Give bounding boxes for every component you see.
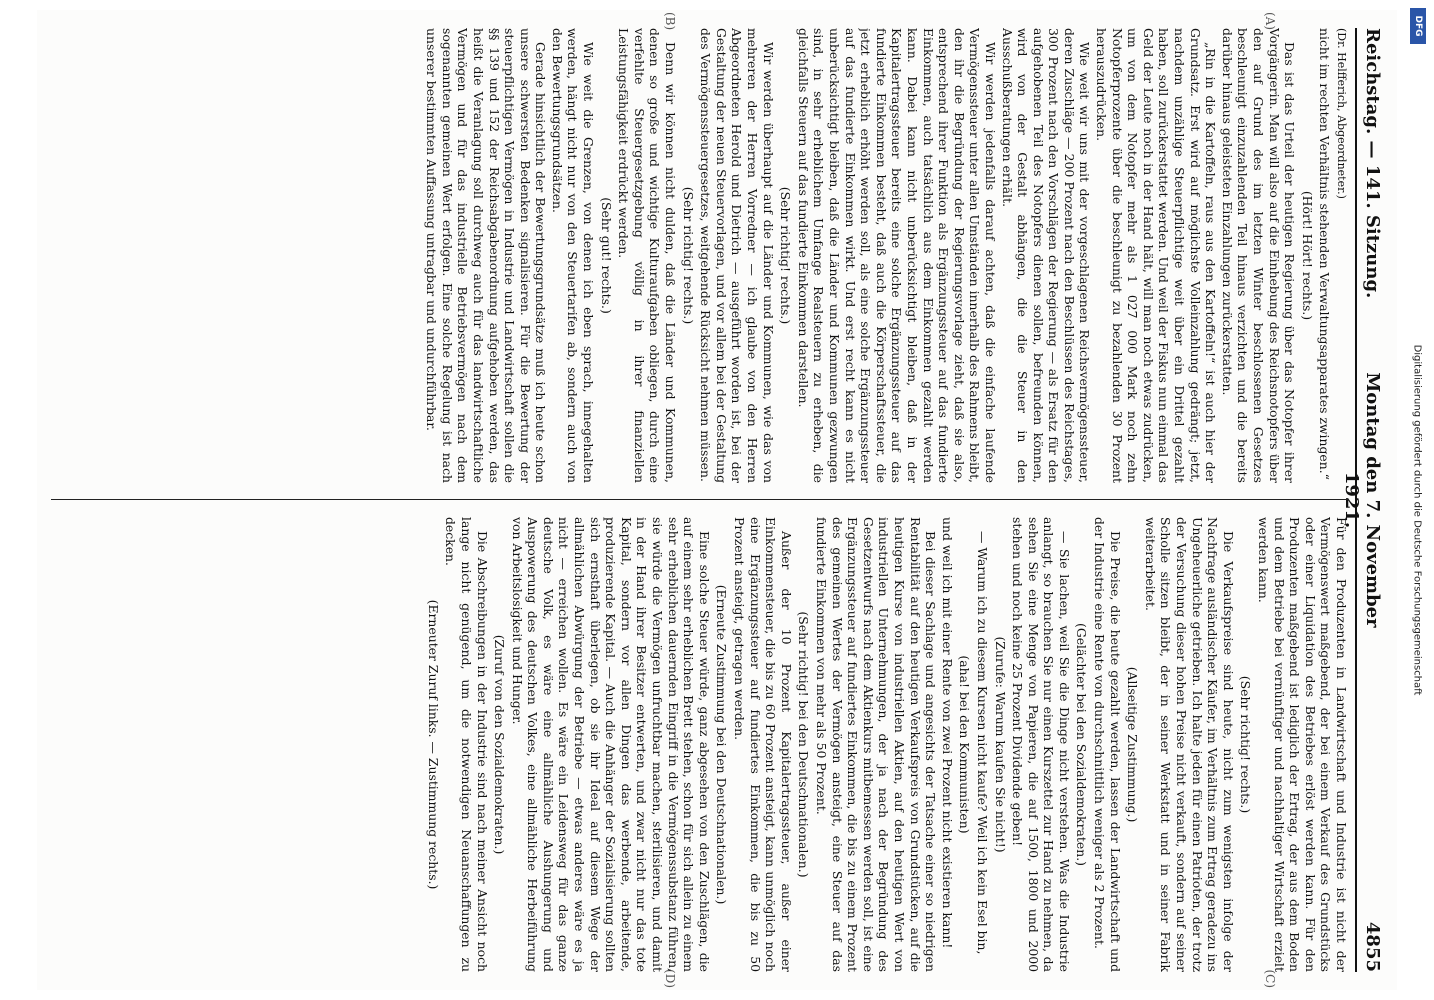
- dfg-logo-icon: [1410, 8, 1426, 44]
- right-column: [51, 517, 1349, 972]
- interjection: (Erneuter Zuruf links. — Zustimmung rechts.): [425, 599, 441, 890]
- margin-letter-d: (D): [663, 969, 677, 988]
- header-page-number: 4855: [1362, 921, 1383, 972]
- paragraph: „Rin in die Kartoffeln, raus aus den Kartoffeln!“ ist auch hier der Grundsatz. Erst wird auf möglichste Volleinzahlung gedrängt; jetzt, nachdem unzählige Steuerpflichtige weit über ein Drittel gezahlt haben, soll zurückerstattet werden. Und weil der Fiskus nun einmal das Geld der Leute noch in der Hand hält, will man noch etwas zudrücken, um von dem Notopfer mehr als 1 027 000 Mark noch zehn Notopferprozente über die beschleunigt zu bezahlenden 30 Prozent herauszudrücken.: [1094, 28, 1219, 483]
- interjection: (Zuruf von den Sozialdemokraten.): [492, 634, 508, 855]
- interjection: (Sehr gut! rechts.): [598, 197, 614, 314]
- paragraph: nicht im rechten Verhältnis stehenden Verwaltungsapparates zwingen.“: [1317, 28, 1333, 481]
- paragraph: Die Abschreibungen in der Industrie sind nach meiner Ansicht noch lange nicht genügend, um die notwendigen Neuanschaffungen zu decken.: [443, 517, 490, 972]
- interjection: (Sehr richtig! rechts.): [680, 186, 696, 325]
- paragraph: Gerade hinsichtlich der Bewertungsgrundsätze muß ich heute schon unsere schwersten Bedenken signalisieren. Für die Bewertung der steuerpflichtigen Vermögen in Industrie und Landwirtschaft sollen die §§ 139 und 152 der Reichsabgabenordnung aufgehoben werden, das heißt die Veranlagung soll durchweg auch für das landwirtschaftliche Vermögen und für das industrielle Betriebsvermögen nach dem sogenannten gemeinen Wert erfolgen. Eine solche Regelung ist nach unserer bestimmten Auffassung untragbar und undurchführbar.: [424, 28, 549, 483]
- header-date: Montag den 7. November 1921.: [1341, 372, 1383, 628]
- paragraph: Bei dieser Sachlage und angesichts der Tatsache einer so niedrigen Rentabilität auf den heutigen Verkaufspreis von Grundstücken, auf die heutigen Kurse von industriellen Aktien, auf den heutigen Wert von industriellen Unternehmungen, der ja nach der Begründung des Gesetzentwurfs nach dem Aktienkurs mitbemessen werden soll, ist eine Ergänzungssteuer auf fundiertes Einkommen, die bis zu einem Prozent des gemeinen Wertes der Vermögen ansteigt, eine Steuer auf das fundierte Einkommen von mehr als 50 Prozent.: [814, 517, 939, 972]
- dfg-logo-text: DFG: [1413, 15, 1423, 37]
- paragraph: Eine solche Steuer würde, ganz abgesehen von den Zuschlägen, die auf einem sehr erheblichen Brett stehen, schon für sich allein zu einem sehr erheblichen dauernden Eingriff in die Vermögenssubstanz führen, sie würde die Vermögen unfruchtbar machen, sterilisieren, und damit in der Hand ihrer Besitzer entwerten, und zwar nicht nur das tote Kapital, sondern vor allen Dingen das werbende, arbeitende, produzierende Kapital. — Auch die Anhänger der Sozialisierung sollten sich ernsthaft überlegen, ob sie ihr Ideal auf diesem Wege der allmählichen Abwürgung der Betriebe — etwas anderes wäre es ja nicht — erreichen wollen. Es wäre ein Leidensweg für das ganze deutsche Volk, es wäre eine allmähliche Aushungerung und Auspowerung des deutschen Volkes, eine allmähliche Herbeiführung von Arbeitslosigkeit und Hunger.: [509, 517, 712, 972]
- paragraph: Für den Produzenten in Landwirtschaft und Industrie ist nicht der Vermögenswert maßgebend, der bei einem Verkauf des Grundstücks oder einer Liquidation des Betriebes erlöst werden kann. Für den Produzenten maßgebend ist lediglich der Ertrag, der aus dem Boden und dem Betriebe bei vernünftiger und nachhaltiger Wirtschaft erzielt werden kann.: [1256, 517, 1349, 972]
- paragraph: und weil ich mit einer Rente von zwei Prozent nicht existieren kann!: [939, 517, 955, 949]
- interjection: (Gelächter bei den Sozialdemokraten.): [1074, 622, 1090, 866]
- scanned-page: [37, 10, 1397, 990]
- text-columns: [51, 28, 1349, 972]
- paragraph: — Warum ich zu diesem Kursen nicht kaufe? Weil ich kein Esel bin,: [974, 531, 990, 955]
- digitization-credit: [1402, 0, 1432, 1000]
- speaker-attribution: (Dr. Helfferich, Abgeordneter.): [1335, 28, 1348, 199]
- interjection: (Sehr richtig! rechts.): [778, 186, 794, 325]
- left-column: [51, 28, 1349, 483]
- paragraph: Die Preise, die heute gezahlt werden, lassen der Landwirtschaft und der Industrie eine Rente von durchschnittlich weniger als 2 Prozent.: [1092, 517, 1123, 972]
- paragraph: Das ist das Urteil der heutigen Regierung über das Notopfer ihrer Vorgängerin. Man will also auf die Einhebung des Reichsnotopfers über den auf Grund des im letzten Winter beschlossenen Gesetzes beschleunigt einzuzahlenden Teil hinaus verzichten und die bereits darüber hinaus geleisteten Einzahlungen zurückerstatten.: [1219, 28, 1298, 483]
- paragraph: Denn wir können nicht dulden, daß die Länder und Kommunen, denen so große und wichtige Kulturaufgaben obliegen, durch eine verfehlte Steuergesetzgebung völlig in ihrer finanziellen Leistungsfähigkeit erdrückt werden.: [616, 28, 679, 483]
- paragraph: Die Verkaufspreise sind heute, nicht zum wenigsten infolge der Nachfrage ausländischer Käufer, im Verhältnis zum Ertrag geradezu ins Ungeheuerliche getrieben. Ich halte jeden für einen Patrioten, der trotz der Versuchung dieser hohen Preise nicht verkauft, sondern auf seiner Scholle sitzen bleibt, der in seiner Werkstatt und in seiner Fabrik weiterarbeitet.: [1142, 517, 1236, 972]
- paragraph: — Sie lachen, weil Sie die Dinge nicht verstehen. Was die Industrie anlangt, so brauchen Sie nur einen Kurszettel zur Hand zu nehmen, da sehen Sie eine Menge von Papieren, die auf 1500, 1800 und 2000 stehen und noch keine 25 Prozent Dividende geben!: [1010, 517, 1072, 972]
- interjection: (Sehr richtig! rechts.): [1238, 675, 1254, 814]
- paragraph: Außer der 10 Prozent Kapitalertragssteuer, außer einer Einkommensteuer, die bis zu 60 Prozent ansteigt, kann unmöglich noch eine Ergänzungssteuer auf fundiertes Einkommen, die bis zu 50 Prozent ansteigt, getragen werden.: [732, 517, 794, 972]
- interjection: (Erneute Zustimmung bei den Deutschnationalen.): [714, 584, 730, 905]
- interjection: (Zurufe: Warum kaufen Sie nicht!): [992, 636, 1008, 853]
- column-divider: [51, 499, 1349, 500]
- paragraph: Wie weit wir uns mit der vorgeschlagenen Reichsvermögenssteuer, deren Zuschläge — 200 Prozent nach den Beschlüssen des Reichstages, 300 Prozent nach den Vorschlägen der Regierung — als Ersatz für den aufgehobenen Teil des Notopfers dienen sollen, befreunden können, wird von der Gestalt abhängen, die die Steuer in den Ausschußberatungen erhält.: [999, 28, 1093, 483]
- interjection: (Allseitige Zustimmung.): [1125, 666, 1141, 823]
- margin-letter-c: (C): [1263, 969, 1277, 988]
- interjection: (aha! bei den Kommunisten): [957, 655, 973, 834]
- paragraph: Wir werden jedenfalls darauf achten, daß die einfache laufende Vermögenssteuer unter allen Umständen innerhalb des Rahmens bleibt, den ihr die Begründung der Regierungsvorlage zieht, daß sie also, entsprechend ihrer Funktion als Ergänzungssteuer auf das fundierte Einkommen, auch tatsächlich aus dem Einkommen gezahlt werden kann. Dabei kann nicht unberücksichtigt bleiben, daß in der Kapitalertragssteuer bereits eine solche Ergänzungssteuer auf das fundierte Einkommen besteht, daß auch die Körperschaftssteuer, die jetzt erheblich erhöht werden soll, als eine solche Ergänzungssteuer auf das fundierte Einkommen wirkt. Und erst recht kann es nicht unberücksichtigt bleiben, daß die Länder und Kommunen gezwungen sind, in sehr erheblichem Umfange Realsteuern zu erheben, die gleichfalls Steuern auf das fundierte Einkommen darstellen.: [795, 28, 998, 483]
- interjection: (Sehr richtig! bei den Deutschnationalen.): [796, 611, 812, 878]
- interjection: (Hört! Hört! rechts.): [1299, 190, 1315, 321]
- credit-text: Digitalisierung gefördert durch die Deutsche Forschungsgemeinschaft: [1411, 344, 1423, 696]
- margin-letter-a: (A): [1263, 12, 1277, 31]
- header-session: Reichstag. — 141. Sitzung.: [1362, 28, 1383, 299]
- paragraph: Wir werden überhaupt auf die Länder und Kommunen, wie das von mehreren der Herren Vorredner — ich glaube von den Herren Abgeordneten Herold und Dietrich — ausgeführt worden ist, bei der Gestaltung der neuen Steuervorlagen, und vor allem bei der Gestaltung des Vermögenssteuergesetzes, weitgehende Rücksicht nehmen müssen.: [698, 28, 776, 483]
- paragraph: Wie weit die Grenzen, von denen ich eben sprach, innegehalten werden, hängt nicht nur von den Steuertarifen ab, sondern auch von den Bewertungsgrundsätzen.: [549, 28, 597, 483]
- margin-letter-b: (B): [663, 12, 677, 31]
